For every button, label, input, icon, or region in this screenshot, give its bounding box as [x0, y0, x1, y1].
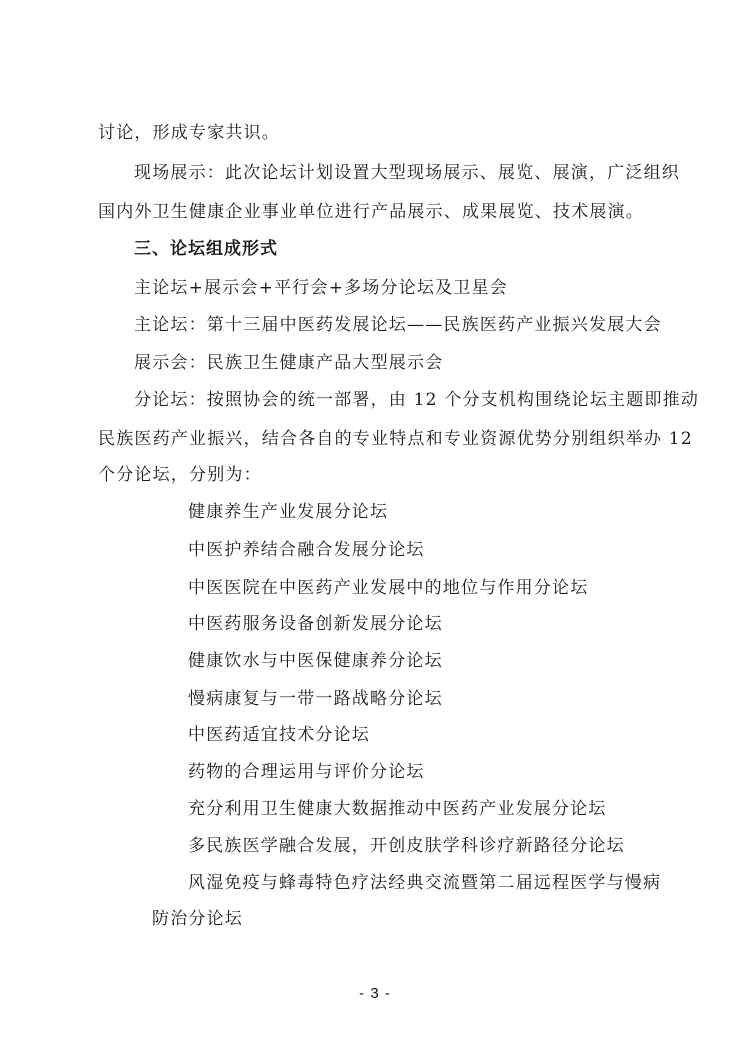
sub-forum-item: 药物的合理运用与评价分论坛 — [188, 762, 425, 782]
sub-forum-paragraph-line-2: 民族医药产业振兴，结合各自的专业特点和专业资源优势分别组织举办 12 — [98, 429, 693, 449]
sub-forum-paragraph-line-3: 个分论坛，分别为： — [98, 465, 262, 485]
section-heading: 三、论坛组成形式 — [134, 239, 278, 259]
sub-forum-item: 充分利用卫生健康大数据推动中医药产业发展分论坛 — [188, 799, 607, 819]
sub-forum-item: 健康饮水与中医保健康养分论坛 — [188, 651, 443, 671]
page-number: - 3 - — [359, 985, 391, 1002]
exhibit-paragraph-line-1: 现场展示：此次论坛计划设置大型现场展示、展览、展演，广泛组织 — [134, 163, 680, 183]
sub-forum-item: 中医医院在中医药产业发展中的地位与作用分论坛 — [188, 578, 589, 598]
sub-forum-item: 中医药适宜技术分论坛 — [188, 725, 370, 745]
sub-forum-item: 中医护养结合融合发展分论坛 — [188, 540, 425, 560]
paragraph-continuation: 讨论，形成专家共识。 — [98, 123, 280, 143]
sub-forum-paragraph-line-1: 分论坛：按照协会的统一部署，由 12 个分支机构围绕论坛主题即推动 — [134, 390, 700, 410]
exhibition-line: 展示会：民族卫生健康产品大型展示会 — [134, 353, 444, 373]
main-forum-line: 主论坛：第十三届中医药发展论坛——民族医药产业振兴发展大会 — [134, 315, 662, 335]
sub-forum-item: 多民族医学融合发展，开创皮肤学科诊疗新路径分论坛 — [188, 836, 625, 856]
exhibit-paragraph-line-2: 国内外卫生健康企业事业单位进行产品展示、成果展览、技术展演。 — [98, 202, 644, 222]
sub-forum-item: 健康养生产业发展分论坛 — [188, 502, 389, 522]
sub-forum-item: 慢病康复与一带一路战略分论坛 — [188, 689, 443, 709]
sub-forum-item: 中医药服务设备创新发展分论坛 — [188, 614, 443, 634]
sub-forum-item-continuation: 防治分论坛 — [152, 909, 243, 929]
format-summary: 主论坛+展示会+平行会+多场分论坛及卫星会 — [134, 278, 508, 298]
sub-forum-item: 风湿免疫与蜂毒特色疗法经典交流暨第二届远程医学与慢病 — [188, 873, 662, 893]
